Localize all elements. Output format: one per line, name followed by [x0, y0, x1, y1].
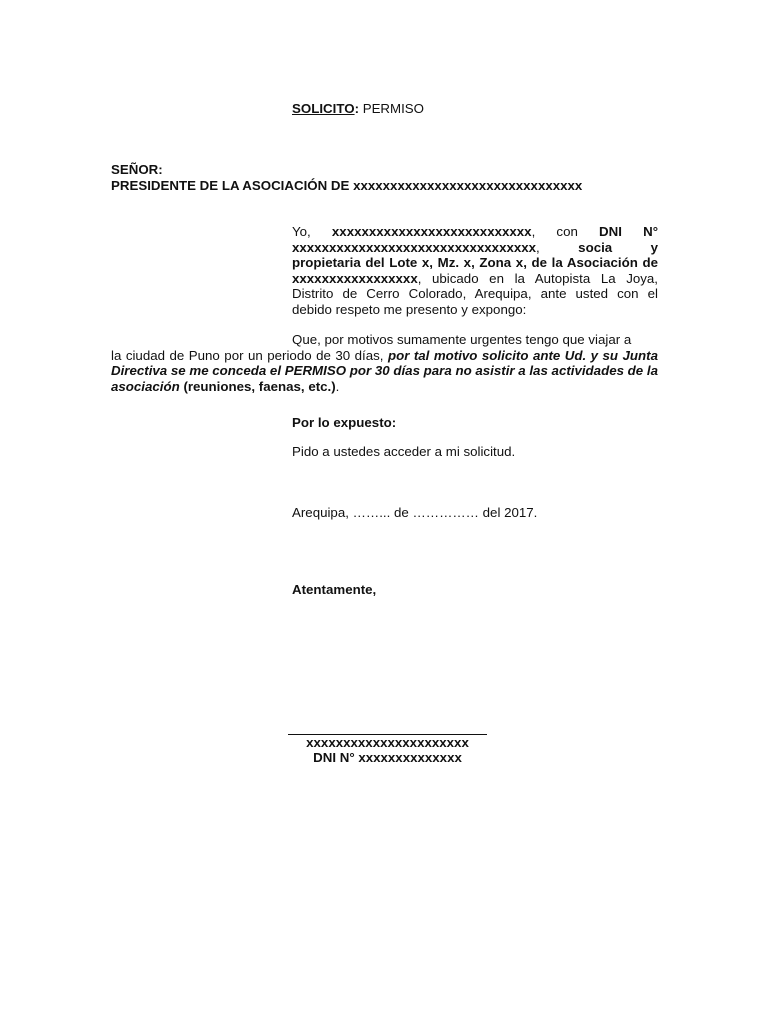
intro-con: , con: [531, 224, 600, 239]
intro-yo: Yo,: [292, 224, 332, 239]
ownership-text: socia y propietaria del Lote x, Mz. x, Zona x, de la Asociación de xxxxxxxxxxxxxxxxx: [292, 239, 658, 286]
intro-sep: ,: [536, 239, 579, 255]
atentamente: Atentamente,: [292, 582, 377, 597]
applicant-name: xxxxxxxxxxxxxxxxxxxxxxxxxxx: [331, 224, 532, 239]
recipient-title: PRESIDENTE DE LA ASOCIACIÓN DE xxxxxxxxxxxxxxxxxxxxxxxxxxxxxxx: [111, 178, 583, 193]
request-text: la ciudad de Puno por un periodo de 30 días,: [111, 347, 388, 363]
solicito-colon: :: [354, 101, 359, 116]
request-first-line: Que, por motivos sumamente urgentes tengo que viajar a: [292, 332, 632, 347]
signature-name: xxxxxxxxxxxxxxxxxxxxxx: [306, 735, 469, 750]
location-text: , ubicado en la Autopista La Joya, Distrito de Cerro Colorado, Arequipa, ante usted con el debido respeto me presento y expongo:: [292, 270, 658, 317]
subject-line: [292, 101, 424, 117]
request-end: .: [335, 378, 340, 394]
pido-line: Pido a ustedes acceder a mi solicitud.: [292, 444, 516, 459]
solicito-label: SOLICITO: [292, 101, 355, 116]
dni-label: DNI N°: [599, 224, 659, 239]
solicito-value: PERMISO: [359, 101, 425, 116]
date-line: Arequipa, ……... de …………… del 2017.: [292, 505, 538, 520]
request-emphasis: por tal motivo solicito ante Ud. y su Junta Directiva se me conceda el PERMISO por 30 días para no asistir a las actividades de la asociación: [111, 347, 658, 394]
intro-paragraph: [292, 224, 658, 317]
request-paragraph: [111, 332, 658, 394]
por-lo-expuesto: Por lo expuesto:: [292, 415, 397, 430]
dni-value: xxxxxxxxxxxxxxxxxxxxxxxxxxxxxxxxx: [292, 239, 537, 255]
signature-dni: DNI N° xxxxxxxxxxxxxx: [313, 750, 462, 765]
request-activities: (reuniones, faenas, etc.): [183, 378, 336, 394]
salutation: SEÑOR:: [111, 162, 163, 177]
